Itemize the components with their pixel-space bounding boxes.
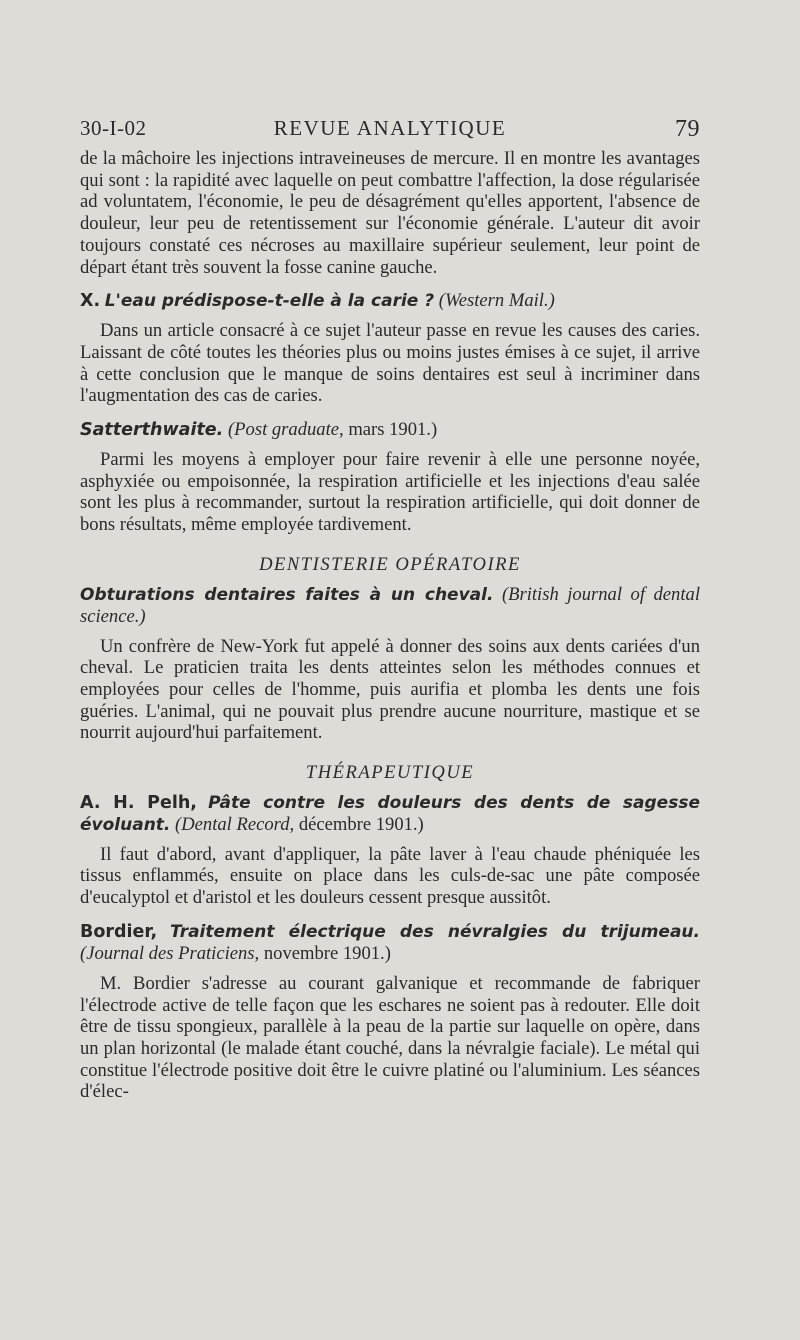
entry-date: novembre 1901.) [263,942,391,964]
abstract-entry-5 [80,921,700,965]
section-heading: DENTISTERIE OPÉRATOIRE [259,553,521,575]
entry-author: A. H. Pelh, [80,792,197,813]
header-date: 30-I-02 [80,116,147,140]
abstract-entry-1 [80,290,700,312]
entry-author: Bordier, [80,921,158,942]
entry-title: Pâte contre les douleurs des dents de sagesse évoluant. [80,792,700,835]
abstract-entry-2 [80,419,700,441]
entry-body: Parmi les moyens à employer pour faire revenir à elle une personne noyée, asphyxiée ou empoisonnée, la respiration artificielle et les injections d'eau salée sont les plus à recommander, surtout la respiration artificielle, qui doit donner de bons résultats, même employée tardivement. [80,449,700,536]
entry-body: Il faut d'abord, avant d'appliquer, la pâte laver à l'eau chaude phéniquée les tissus enflammés, ensuite on place dans les culs-de-sac une pâte composée d'eucalyptol et d'aristol et les douleurs cessent presque aussitôt. [80,843,700,909]
abstract-entry-4 [80,792,700,836]
entry-source: (British journal of dental science.) [80,583,700,627]
entry-author: Satterthwaite. [80,420,224,441]
entry-source: (Post graduate, [227,419,344,441]
entry-source: (Western Mail.) [438,290,555,312]
entry-body: Un confrère de New-York fut appelé à donner des soins aux dents cariées d'un cheval. Le praticien traita les dents atteintes selon les méthodes connues et employées pour celles de l'homme, puis aurifia et plomba les dents une fois guéries. L'animal, qui ne pouvait plus prendre aucune nourriture, mastique et se nourrit aujourd'hui parfaitement. [80,635,700,744]
running-header [80,116,700,146]
page-body [80,148,700,1103]
entry-body: Dans un article consacré à ce sujet l'auteur passe en revue les causes des caries. Laissant de côté toutes les théories plus ou moins justes émises à ce sujet, il arrive à cette conclusion que le manque de soins dentaires est seul à incriminer dans l'augmentation des cas de caries. [80,320,700,407]
entry-date: décembre 1901.) [298,813,424,835]
continued-paragraph: de la mâchoire les injections intraveineuses de mercure. Il en montre les avantages qui sont : la rapidité avec laquelle on peut combattre l'affection, la dose régularisée ad voluntatem, l'économie, le peu de désagrément qu'elles apportent, l'absence de douleur, leur peu de retentissement sur l'économie générale. L'auteur dit avoir toujours constaté ces nécroses au maxillaire supérieur seulement, leur point de départ étant très souvent la fosse canine gauche. [80,148,700,278]
header-title: REVUE ANALYTIQUE [273,116,507,140]
page-number: 79 [675,116,700,142]
entry-date: mars 1901.) [348,419,438,441]
entry-source: (Journal des Praticiens, [80,942,260,964]
entry-title: L'eau prédispose-t-elle à la carie ? [104,291,435,312]
entry-title: Obturations dentaires faites à un cheval. [80,584,494,605]
section-heading: THÉRAPEUTIQUE [305,762,475,784]
entry-title: Traitement électrique des névralgies du trijumeau. [169,921,700,942]
entry-body: M. Bordier s'adresse au courant galvanique et recommande de fabriquer l'électrode active de telle façon que les eschares ne soient pas à redouter. Elle doit être de tissu spongieux, parallèle à la peau de la partie sur laquelle on opère, dans un plan horizontal (le malade étant couché, dans la névralgie faciale). Le métal qui constitue l'électrode positive doit être le cuivre platiné ou l'aluminium. Les séances d'élec- [80,972,700,1103]
entry-source: (Dental Record, [175,813,295,835]
entry-author: X. [80,291,101,312]
abstract-entry-3 [80,584,700,628]
